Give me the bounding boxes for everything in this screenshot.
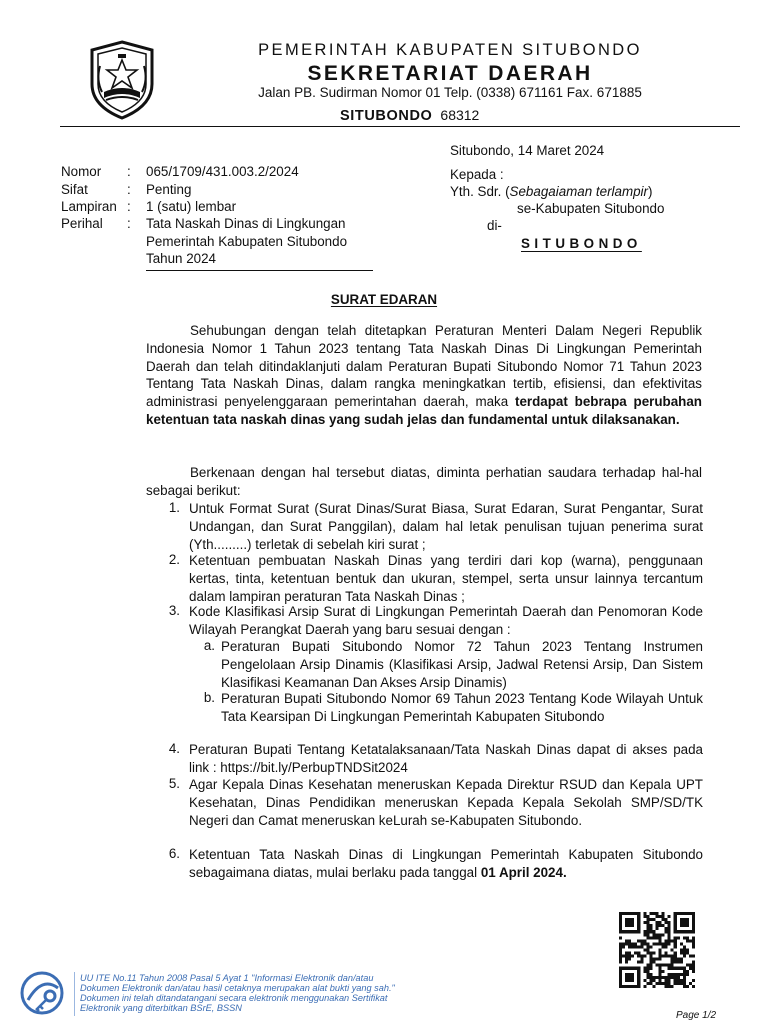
regency-emblem-icon [88, 40, 156, 120]
letterhead-divider [60, 126, 740, 127]
recipient-place: SITUBONDO [521, 236, 642, 251]
letterhead-address: Jalan PB. Sudirman Nomor 01 Telp. (0338) 671161 Fax. 671885 [258, 85, 642, 100]
letterhead-city: SITUBONDO [340, 108, 433, 124]
bsre-badge-icon [12, 970, 72, 1016]
list-item-number: 1. [168, 500, 180, 515]
body-paragraph-2: Berkenaan dengan hal tersebut diatas, diminta perhatian saudara terhadap hal-hal sebagai berikut: [146, 465, 702, 498]
sublist-item: Peraturan Bupati Situbondo Nomor 72 Tahun 2023 Tentang Instrumen Pengelolaan Arsip Dinamis (Klasifikasi Arsip, Jadwal Retensi Arsip, Dan Sistem Klasifikasi Keamanan Dan Akses Arsip Dinamis) [221, 639, 703, 690]
list-item-number: 4. [168, 741, 180, 756]
letterhead-city-line [340, 107, 479, 124]
recipient-di: di- [487, 218, 502, 233]
body-paragraph-1: Sehubungan dengan telah ditetapkan Peraturan Menteri Dalam Negeri Republik Indonesia Nomor 1 Tahun 2023 tentang Tata Naskah Dinas Di Lingkungan Pemerintah Daerah dan telah ditindaklanjuti dalam Peraturan Bupati Situbondo Nomor 71 Tahun 2023 Tentang Tata Naskah Dinas, dalam rangka meningkatkan tertib, efisiensi, dan efektivitas administrasi penyelenggaraan pemerintahan daerah, maka terdapat bebrapa perubahan ketentuan tata naskah dinas yang sudah jelas dan fundamental untuk dilaksanakan. [146, 323, 702, 427]
sublist-item-letter: b. [203, 690, 215, 705]
list-item: Ketentuan pembuatan Naskah Dinas yang terdiri dari kop (warna), penggunaan kertas, tinta, ketentuan bentuk dan ukuran, stempel, serta unsur lainnya tercantum dalam lampiran peraturan Tata Naskah Dinas ; [189, 553, 703, 604]
list-item-number: 6. [168, 846, 180, 861]
page-number: Page 1/2 [676, 1010, 717, 1021]
meta-underline [146, 270, 373, 271]
list-item-number: 2. [168, 552, 180, 567]
qr-code-icon [619, 912, 695, 988]
recipient-kepada: Kepada : [450, 167, 504, 182]
letterhead-office: SEKRETARIAT DAERAH [307, 62, 593, 85]
letterhead-postal: 68312 [440, 107, 480, 123]
list-item: Kode Klasifikasi Arsip Surat di Lingkungan Pemerintah Daerah dan Penomoran Kode Wilayah Perangkat Daerah yang baru sesuai dengan : [189, 604, 703, 637]
list-item: Peraturan Bupati Tentang Ketatalaksanaan/Tata Naskah Dinas dapat di akses pada link : https://bit.ly/PerbupTNDSit2024 [189, 742, 703, 775]
letter-date: Situbondo, 14 Maret 2024 [450, 143, 605, 158]
letterhead-government: PEMERINTAH KABUPATEN SITUBONDO [258, 41, 642, 59]
recipient-area: se-Kabupaten Situbondo [517, 201, 665, 216]
footer-disclaimer: UU ITE No.11 Tahun 2008 Pasal 5 Ayat 1 "Informasi Elektronik dan/atau Dokumen Elektronik dan/atau hasil cetaknya merupakan alat bukti yang sah." Dokumen ini telah ditandatangani secara elektronik menggunakan Sertifikat Elektronik yang diterbitkan BSrE, BSSN [80, 973, 395, 1013]
list-item-number: 3. [168, 603, 180, 618]
list-item: Agar Kepala Dinas Kesehatan meneruskan Kepada Direktur RSUD dan Kepala UPT Kesehatan, Dinas Pendidikan meneruskan Kepada Kepala Sekolah SMP/SD/TK Negeri dan Camat meneruskan keLurah se-Kabupaten Situbondo. [189, 777, 703, 828]
recipient-yth: Yth. Sdr. (Sebagaiaman terlampir) [450, 184, 653, 199]
footer-divider [74, 972, 75, 1016]
sublist-item: Peraturan Bupati Situbondo Nomor 69 Tahun 2023 Tentang Kode Wilayah Untuk Tata Kearsipan Di Lingkungan Pemerintah Kabupaten Situbondo [221, 691, 703, 724]
list-item-number: 5. [168, 776, 180, 791]
list-item: Untuk Format Surat (Surat Dinas/Surat Biasa, Surat Edaran, Surat Pengantar, Surat Undangan, dan Surat Panggilan), dalam hal letak penulisan tujuan penerima surat (Yth.........) terletak di sebelah kiri surat ; [189, 501, 703, 552]
letter-title: SURAT EDARAN [330, 292, 438, 307]
list-item: Ketentuan Tata Naskah Dinas di Lingkungan Pemerintah Kabupaten Situbondo sebagaimana diatas, mulai berlaku pada tanggal 01 April 2024. [189, 847, 703, 880]
sublist-item-letter: a. [203, 638, 215, 653]
